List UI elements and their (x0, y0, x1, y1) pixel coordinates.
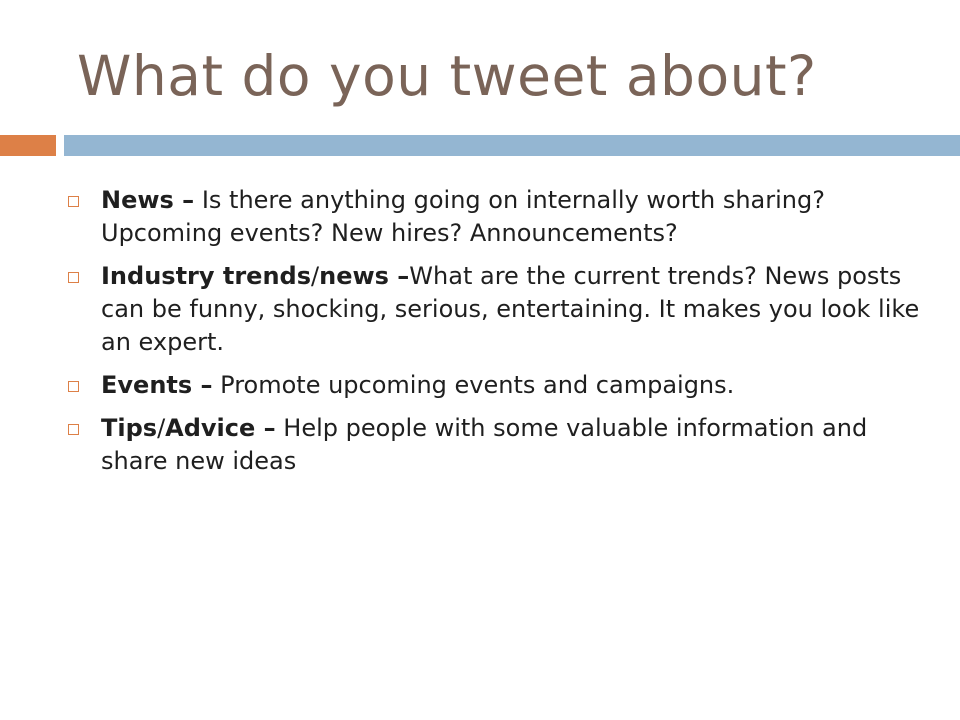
hollow-square-bullet-icon (68, 424, 79, 435)
bullet-term: News – (101, 186, 195, 214)
bullet-list (66, 184, 936, 488)
bullet-term: Events – (101, 371, 213, 399)
bullet-events (66, 369, 936, 402)
hollow-square-bullet-icon (68, 272, 79, 283)
bullet-separator: / (157, 414, 166, 442)
hollow-square-bullet-icon (68, 196, 79, 207)
bullet-text: Promote upcoming events and campaigns. (212, 371, 735, 399)
bullet-term: Tips (101, 414, 158, 442)
bullet-separator: / (311, 262, 320, 290)
orange-accent-bar (0, 135, 56, 156)
bullet-industry-trends (66, 260, 936, 359)
bullet-term: Industry trends (101, 262, 312, 290)
bullet-news (66, 184, 936, 250)
bullet-tips-advice (66, 412, 936, 478)
blue-divider-bar (64, 135, 960, 156)
slide-title: What do you tweet about? (77, 44, 817, 108)
bullet-text: Help people with some valuable information and share new ideas (101, 414, 868, 475)
bullet-term-2: news – (319, 262, 410, 290)
bullet-text: Is there anything going on internally worth sharing? Upcoming events? New hires? Announcements? (101, 186, 825, 247)
hollow-square-bullet-icon (68, 381, 79, 392)
bullet-text: What are the current trends? News posts can be funny, shocking, serious, entertaining. It makes you look like an expert. (101, 262, 920, 356)
bullet-term-2: Advice – (165, 414, 276, 442)
